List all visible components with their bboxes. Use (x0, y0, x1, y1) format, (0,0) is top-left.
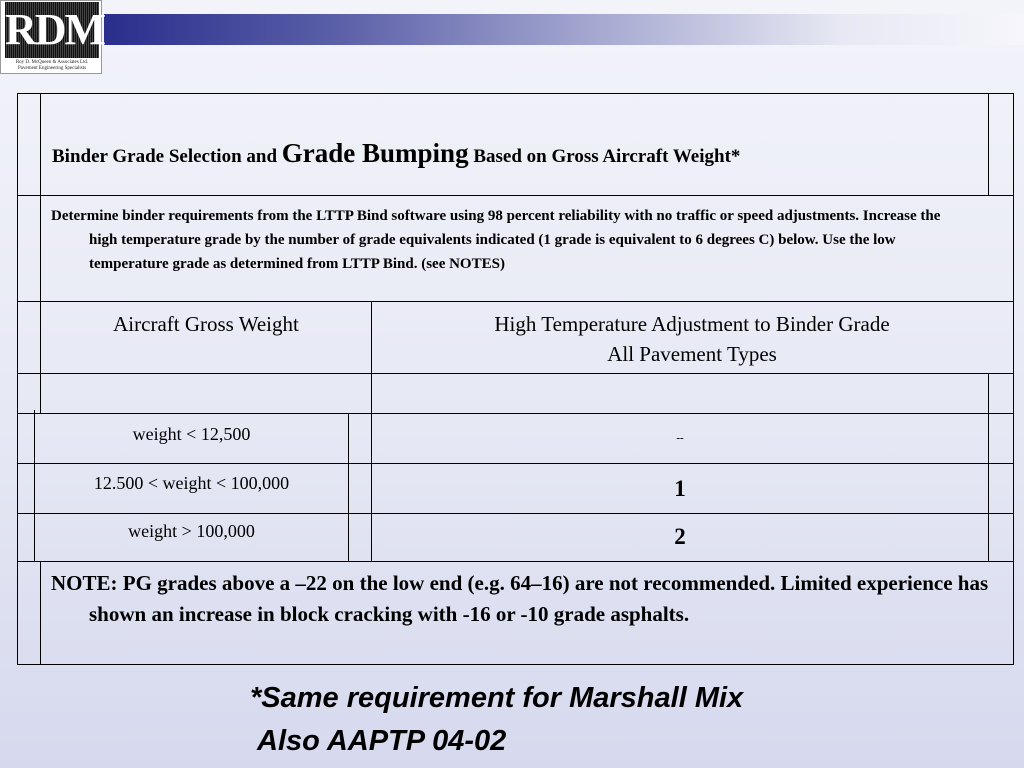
header-adjustment-line-2: All Pavement Types (607, 342, 777, 366)
row-adjustment-cell: 1 (674, 476, 686, 501)
table-divider (17, 413, 1014, 414)
title-part-3: Based on Gross Aircraft Weight* (468, 146, 741, 167)
header-high-temperature-adjustment (372, 309, 1012, 369)
table-column-line (348, 413, 349, 561)
table-divider (17, 513, 1014, 514)
title-part-1: Binder Grade Selection and (52, 146, 282, 167)
footer-marshall-mix: *Same requirement for Marshall Mix (250, 682, 744, 714)
table-divider (17, 373, 1014, 374)
logo-company-name: Roy D. McQueen & Associates Ltd. (15, 60, 89, 65)
header-aircraft-gross-weight: Aircraft Gross Weight (113, 312, 299, 336)
table-column-line (40, 373, 41, 413)
table-column-line (988, 413, 989, 561)
header-gradient-bar (104, 14, 1024, 45)
row-adjustment-cell: 2 (674, 524, 686, 549)
table-column-line (40, 195, 41, 301)
table-divider (17, 561, 1014, 562)
header-adjustment-line-1: High Temperature Adjustment to Binder Grade (494, 312, 890, 336)
footer-aaptp-reference: Also AAPTP 04-02 (257, 725, 507, 757)
row-weight-cell: weight < 12,500 (132, 424, 251, 444)
table-divider (17, 463, 1014, 464)
table-divider (17, 301, 1014, 302)
table-column-line (40, 561, 41, 665)
table-column-line (988, 93, 989, 195)
table-note: NOTE: PG grades above a –22 on the low end (e.g. 64–16) are not recommended. Limited experience has shown an increase in block cracking with -16 or -10 grade asphalts. (51, 571, 989, 626)
company-logo (0, 0, 105, 74)
row-adjustment-cell: -- (676, 432, 684, 444)
row-weight-cell: weight > 100,000 (128, 521, 255, 541)
title-grade-bumping: Grade Bumping (281, 138, 469, 168)
logo-tagline: Pavement Engineering Specialists (17, 66, 87, 71)
table-column-line (371, 373, 372, 413)
row-weight-cell: 12.500 < weight < 100,000 (93, 473, 290, 493)
instructions-text: Determine binder requirements from the LTTP Bind software using 98 percent reliability with no traffic or speed adjustments. Increase the high temperature grade by the number of grade equivalents indicated (1 grade is equivalent to 6 degrees C) below. Use the low temperature grade as determined from LTTP Bind. (see NOTES) (51, 208, 941, 272)
logo-letters: RDM (5, 2, 99, 58)
table-title (52, 138, 982, 169)
table-column-line (988, 373, 989, 413)
table-divider (17, 195, 1014, 196)
table-column-line (40, 93, 41, 195)
